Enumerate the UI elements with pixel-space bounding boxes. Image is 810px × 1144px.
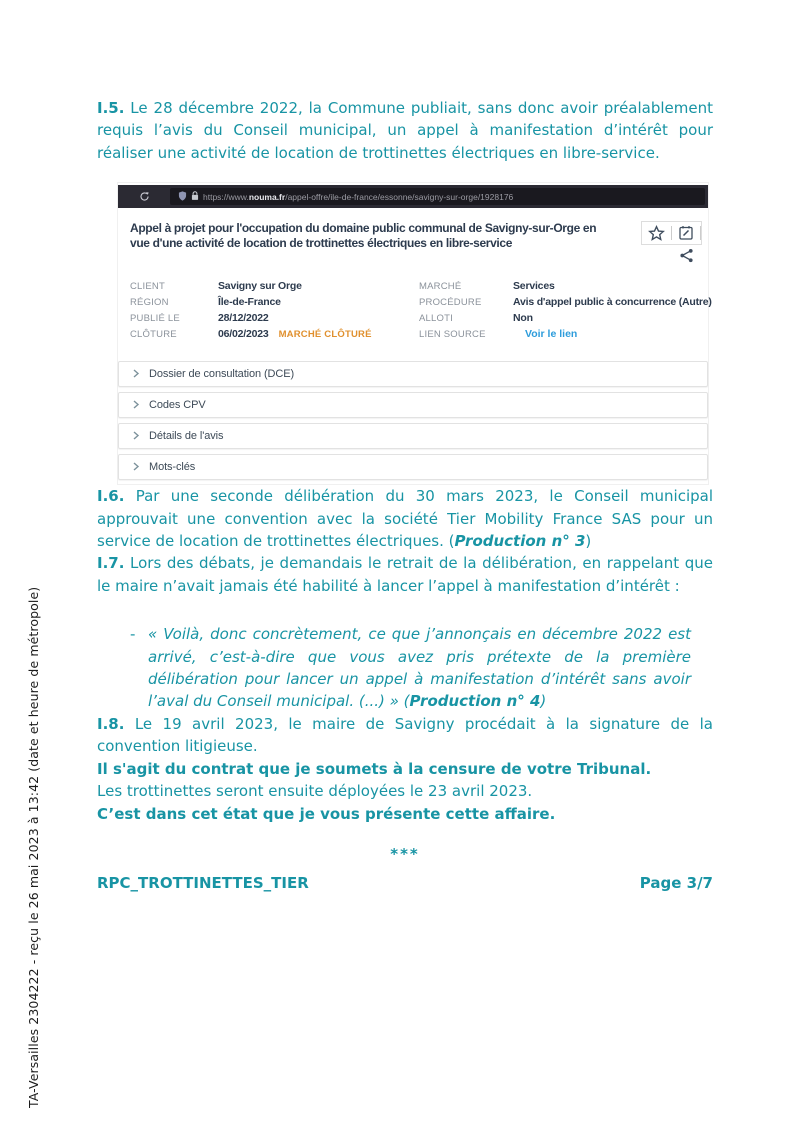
paragraph-i6-close: ): [585, 532, 592, 551]
production-ref-3: Production n° 3: [454, 532, 586, 551]
accordion-label: Codes CPV: [149, 399, 206, 412]
chevron-right-icon: [132, 427, 140, 445]
meta-value: Non: [513, 312, 533, 325]
share-icon[interactable]: [679, 248, 694, 268]
document-body: [97, 0, 713, 892]
footer-document-ref: RPC_TROTTINETTES_TIER: [97, 873, 309, 892]
accordion-label: Mots-clés: [149, 461, 196, 474]
market-closed-badge: MARCHÉ CLÔTURÉ: [278, 329, 372, 341]
statement-deployment: Les trottinettes seront ensuite déployées le 23 avril 2023.: [97, 782, 533, 801]
notice-title: Appel à projet pour l'occupation du domaine public communal de Savigny-sur-Orge en vue d'une activité de location de trottinettes électriques en libre-service: [130, 221, 597, 250]
browser-address-bar: [118, 185, 708, 208]
meta-value: Île-de-France: [218, 296, 281, 309]
meta-value: Savigny sur Orge: [218, 280, 302, 293]
accordion-list: [118, 361, 708, 480]
accordion-mots-cles[interactable]: [118, 454, 708, 480]
calendar-edit-icon[interactable]: [672, 225, 700, 241]
accordion-label: Dossier de consultation (DCE): [149, 368, 295, 381]
paragraph-i7-text: Lors des débats, je demandais le retrait de la délibération, en rappelant que le maire n’avait jamais été habilité à lancer l’appel à manifestation d’intérêt :: [97, 554, 713, 595]
quote-body: « Voilà, donc concrètement, ce que j’annonçais en décembre 2022 est arrivé, c’est-à-dire que vous avez pris prétexte de la première délibération pour lancer un appel à manifestation d’intérêt sans avoir l’aval du Conseil municipal. (...) » (: [148, 625, 691, 711]
meta-row-lien-source: [419, 328, 708, 341]
paragraph-i6: [97, 485, 713, 552]
chevron-right-icon: [132, 365, 140, 383]
embedded-screenshot: [117, 182, 712, 485]
filing-stamp: TA-Versailles 2304222 - reçu le 26 mai 2023 à 13:42 (date et heure de métropole): [26, 586, 41, 1108]
paragraph-i5-text: Le 28 décembre 2022, la Commune publiait, sans donc avoir préalablement requis l’avis du Conseil municipal, un appel à manifestation d’intérêt pour réaliser une activité de location de trottinettes électriques en libre-service.: [97, 99, 713, 162]
accordion-dce[interactable]: [118, 361, 708, 387]
meta-row-client: [130, 280, 419, 293]
chevron-right-icon: [132, 458, 140, 476]
paragraph-i8-text: Le 19 avril 2023, le maire de Savigny procédait à la signature de la convention litigieuse.: [97, 714, 713, 756]
accordion-codes-cpv[interactable]: [118, 392, 708, 418]
url-domain: nouma.fr: [248, 191, 286, 202]
divider: [700, 226, 701, 240]
meta-label: MARCHÉ: [419, 281, 462, 293]
url-field[interactable]: [170, 188, 705, 205]
meta-value: Services: [513, 280, 555, 293]
meta-value: 06/02/2023: [218, 328, 269, 341]
meta-label: CLIENT: [130, 281, 165, 293]
paragraph-i7: [97, 552, 713, 597]
accordion-details-avis[interactable]: [118, 423, 708, 449]
url-text: [203, 192, 513, 202]
quote-text: [148, 623, 713, 713]
paragraph-i6-text: Par une seconde délibération du 30 mars 2023, le Conseil municipal approuvait une convention avec la société Tier Mobility France SAS pour un service de location de trottinettes électriques. (: [97, 487, 713, 551]
paragraph-i5-number: I.5.: [97, 99, 125, 117]
meta-label: PUBLIÉ LE: [130, 313, 180, 325]
paragraph-i6-number: I.6.: [97, 487, 125, 506]
paragraph-i5: [97, 97, 713, 164]
lock-icon: [191, 188, 199, 206]
meta-row-marche: [419, 280, 708, 293]
section-separator: ***: [390, 844, 420, 863]
meta-label: CLÔTURE: [130, 329, 177, 341]
meta-row-cloture: [130, 328, 419, 341]
statement-presentation: C’est dans cet état que je vous présente cette affaire.: [97, 804, 556, 823]
reload-icon[interactable]: [118, 191, 170, 202]
meta-label: RÉGION: [130, 297, 169, 309]
footer-page-number: Page 3/7: [639, 873, 713, 892]
quote-block: [97, 623, 713, 713]
quote-dash: -: [130, 625, 136, 644]
meta-label: PROCÉDURE: [419, 297, 482, 309]
quote-close: ): [540, 692, 547, 711]
notice-actions: [624, 221, 702, 268]
page-footer: [97, 874, 713, 892]
url-prefix: https://www.: [203, 191, 249, 202]
meta-row-procedure: [419, 296, 712, 309]
meta-label: ALLOTI: [419, 313, 453, 325]
meta-row-region: [130, 296, 419, 309]
meta-row-alloti: [419, 312, 708, 325]
paragraph-i8: [97, 713, 713, 758]
chevron-right-icon: [132, 396, 140, 414]
accordion-label: Détails de l'avis: [149, 430, 224, 443]
meta-label: LIEN SOURCE: [419, 329, 486, 341]
production-ref-4: Production n° 4: [409, 692, 541, 711]
paragraph-i8-number: I.8.: [97, 714, 125, 733]
shield-icon: [178, 188, 187, 206]
favorite-star-icon[interactable]: [642, 225, 671, 242]
meta-value: Avis d'appel public à concurrence (Autre): [513, 296, 712, 309]
meta-value: 28/12/2022: [218, 312, 269, 325]
url-path: /appel-offre/ile-de-france/essonne/savigny-sur-orge/1928176: [285, 191, 514, 202]
statement-contract: Il s'agit du contrat que je soumets à la censure de votre Tribunal.: [97, 759, 652, 778]
action-box: [641, 221, 702, 245]
paragraph-i7-number: I.7.: [97, 554, 125, 573]
source-link[interactable]: Voir le lien: [525, 328, 578, 341]
meta-row-publie-le: [130, 312, 419, 325]
notice-metadata: [118, 280, 712, 341]
